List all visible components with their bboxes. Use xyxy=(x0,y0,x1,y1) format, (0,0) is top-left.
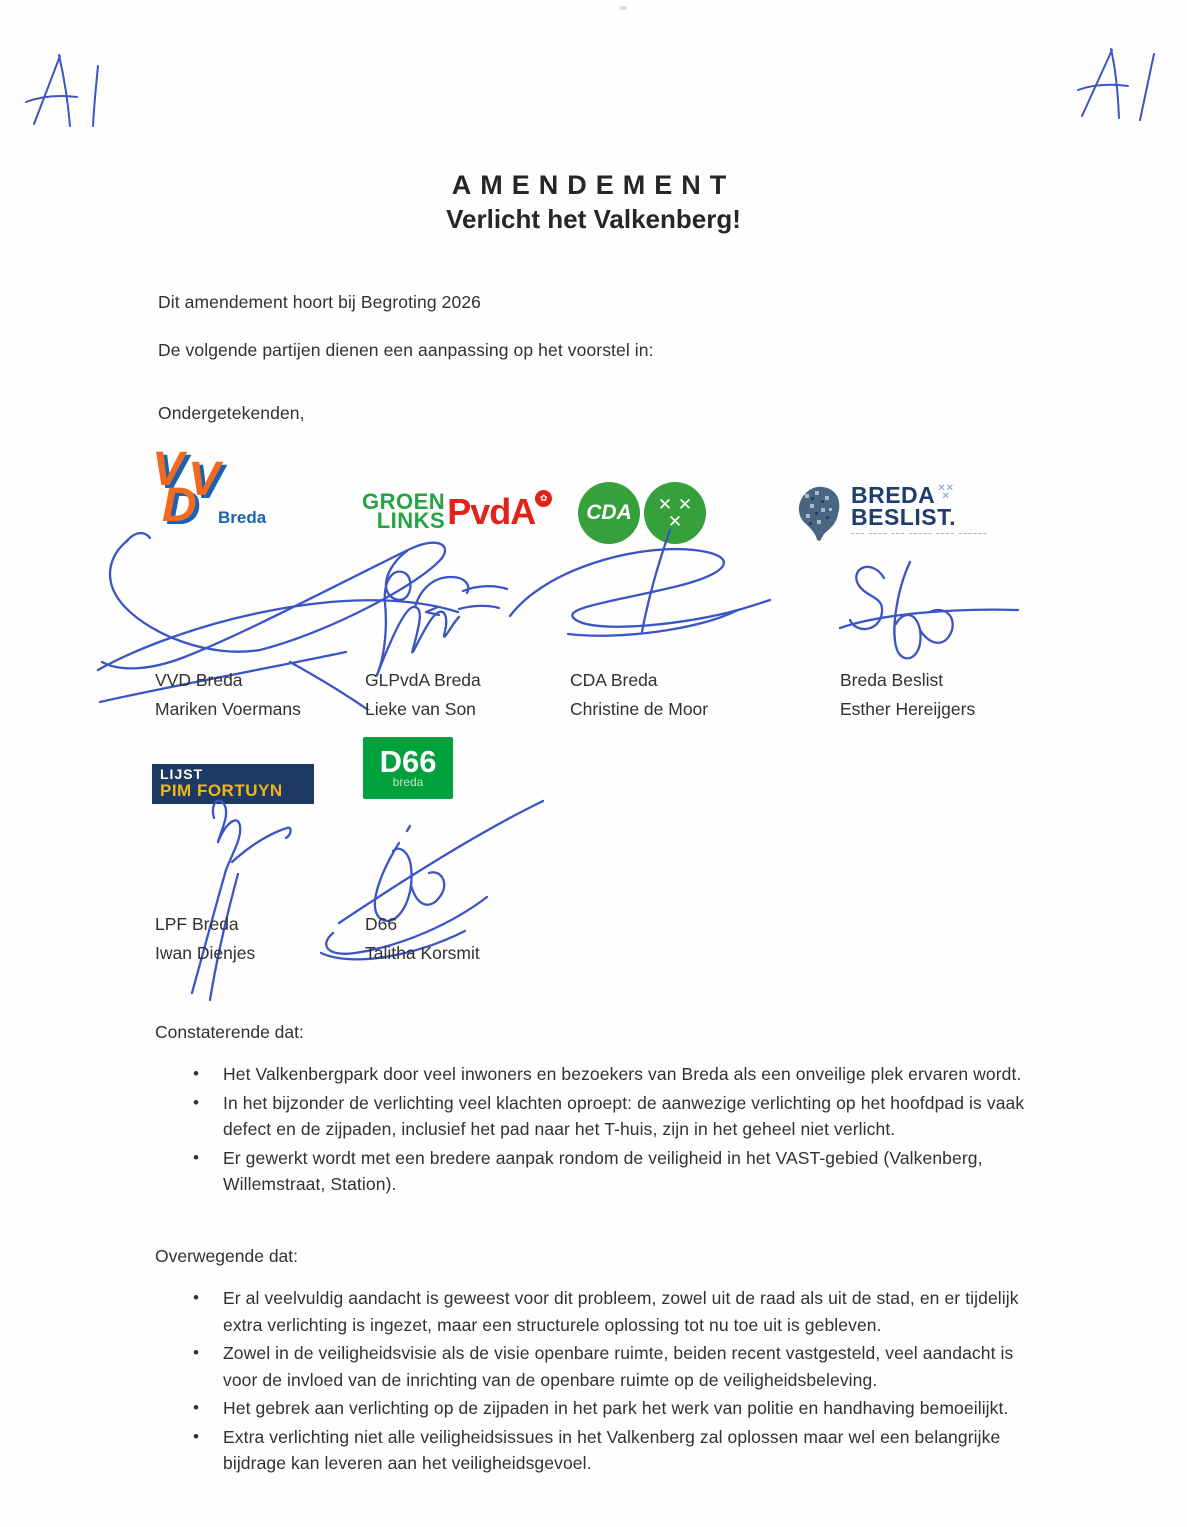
cda-circle xyxy=(578,482,640,544)
cross-glyph: ✕ xyxy=(677,495,693,514)
bullet-list xyxy=(155,1061,1035,1198)
bullet-item: • Het gebrek aan verlichting op de zijpaden in het park het werk van politie en handhaving bemoeilijkt. xyxy=(155,1395,1035,1422)
vvd-letter: V xyxy=(152,443,185,496)
cda-logo xyxy=(578,482,706,544)
cda-crosses-circle xyxy=(644,482,706,544)
signature-lpf xyxy=(162,788,312,1003)
bullet-list xyxy=(155,1285,1035,1477)
pvda-rose-icon: ✿ xyxy=(535,490,552,507)
person-name: Talitha Korsmit xyxy=(365,943,480,963)
party-name: Breda Beslist xyxy=(840,670,944,690)
intro-line-budget: Dit amendement hoort bij Begroting 2026 xyxy=(158,292,481,312)
signature-glpvda xyxy=(355,533,525,688)
signature-cda xyxy=(498,528,773,653)
beslist-word: BESLIST. xyxy=(851,504,956,530)
vvd-breda-logo xyxy=(152,443,270,538)
lijst-pim-fortuyn-logo xyxy=(152,764,314,804)
person-name: Iwan Dienjes xyxy=(155,943,256,963)
signature-breda-beslist xyxy=(832,548,1032,663)
vvd-letter: D xyxy=(162,479,197,532)
pvda-wordmark: PvdA xyxy=(447,491,536,532)
breda-map-icon xyxy=(793,484,843,542)
vvd-letter: V xyxy=(188,453,221,506)
d66-wordmark: D66 xyxy=(379,744,437,779)
breda-word: BREDA xyxy=(851,482,936,508)
person-name: Mariken Voermans xyxy=(155,699,301,719)
party-name: VVD Breda xyxy=(155,670,243,690)
party-name: LPF Breda xyxy=(155,914,239,934)
cross-glyph: ✕ xyxy=(941,491,950,502)
intro-line-undersigned: Ondergetekenden, xyxy=(158,403,305,423)
groenlinks-wordmark xyxy=(362,489,446,533)
signatory-block xyxy=(365,666,481,724)
pim-fortuyn-word: PIM FORTUYN xyxy=(160,781,283,800)
bullet-item: • Zowel in de veiligheidsvisie als de visie openbare ruimte, beiden recent vastgesteld, veel aandacht is voor de invloed van de inrichting van de openbare ruimte op de veiligheidsbeleving. xyxy=(155,1340,1035,1393)
section-overwegende xyxy=(155,1246,1035,1477)
breda-beslist-tagline: ––– –––– ––– ––––– –––– –––––– xyxy=(851,531,988,537)
section-heading: Overwegende dat: xyxy=(155,1246,299,1266)
section-heading: Constaterende dat: xyxy=(155,1022,304,1042)
d66-breda-logo xyxy=(363,737,453,799)
person-name: Christine de Moor xyxy=(570,699,709,719)
cross-glyph: ✕ xyxy=(667,512,683,531)
signatory-block xyxy=(155,910,255,968)
handwritten-a1-top-right xyxy=(1072,38,1182,133)
vvd-breda-label: Breda xyxy=(218,508,267,527)
scan-artifact xyxy=(620,6,627,10)
bullet-item: • Er al veelvuldig aandacht is geweest voor dit probleem, zowel uit de raad als uit de stad, en er tijdelijk extra verlichting is ingezet, maar een structurele oplossing tot nu toe uit is gebleven. xyxy=(155,1285,1035,1338)
breda-crosses-icon xyxy=(937,485,954,501)
signatory-block xyxy=(570,666,708,724)
bullet-item: • Het Valkenbergpark door veel inwoners en bezoekers van Breda als een onveilige plek ervaren wordt. xyxy=(155,1061,1035,1088)
bullet-item: • In het bijzonder de verlichting veel klachten oproept: de aanwezige verlichting op het hoofdpad is vaak defect en de zijpaden, inclusief het pad naar het T-huis, zijn in het geheel niet verlicht. xyxy=(155,1090,1035,1143)
party-name: D66 xyxy=(365,914,398,934)
lijst-word: LIJST xyxy=(160,766,204,782)
groenlinks-pvda-logo xyxy=(362,489,552,533)
party-name: CDA Breda xyxy=(570,670,658,690)
section-constaterende xyxy=(155,1022,1035,1198)
breda-beslist-logo xyxy=(793,484,988,542)
party-name: GLPvdA Breda xyxy=(365,670,481,690)
document-title: AMENDEMENT xyxy=(451,170,736,200)
breda-beslist-wordmark xyxy=(851,484,988,537)
handwritten-a1-top-left xyxy=(22,42,132,137)
cross-glyph: ✕✕ xyxy=(937,483,955,494)
cda-wordmark: CDA xyxy=(586,501,632,524)
breda-crosses-icon xyxy=(653,496,697,530)
signatory-block xyxy=(365,910,480,968)
groen-word: GROEN xyxy=(362,489,446,514)
intro-line-parties: De volgende partijen dienen een aanpassing op het voorstel in: xyxy=(158,340,654,360)
signatory-block xyxy=(840,666,975,724)
document-subtitle: Verlicht het Valkenberg! xyxy=(446,204,741,234)
cross-glyph: ✕ xyxy=(657,495,673,514)
signatory-block xyxy=(155,666,301,724)
bullet-item: • Extra verlichting niet alle veiligheidsissues in het Valkenberg zal oplossen maar wel een belangrijke bijdrage kan leveren aan het veiligheidsgevoel. xyxy=(155,1424,1035,1477)
links-word: LINKS xyxy=(376,508,446,533)
d66-breda-label: breda xyxy=(392,775,424,789)
person-name: Esther Hereijgers xyxy=(840,699,976,719)
person-name: Lieke van Son xyxy=(365,699,476,719)
bullet-item: • Er gewerkt wordt met een bredere aanpak rondom de veiligheid in het VAST-gebied (Valkenberg, Willemstraat, Station). xyxy=(155,1145,1035,1198)
